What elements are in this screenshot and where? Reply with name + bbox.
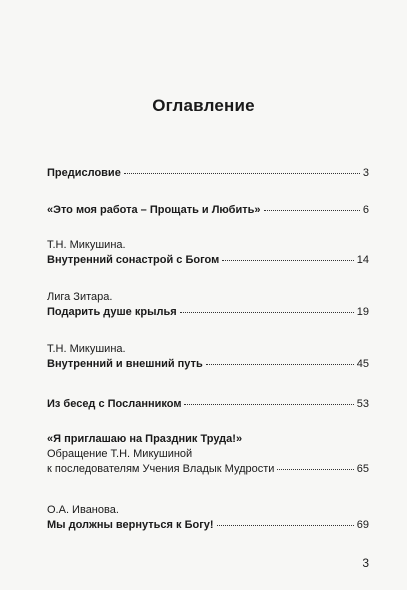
toc-line <box>47 166 369 181</box>
toc-page-number: 14 <box>356 254 369 266</box>
dot-leader <box>264 210 360 211</box>
toc-page-number: 65 <box>356 463 369 475</box>
toc-entry-return-to-god <box>47 503 369 533</box>
toc-entry-subtitle: Обращение Т.Н. Микушиной <box>47 448 193 460</box>
toc-entry-forgive <box>47 203 369 218</box>
toc-line <box>47 447 369 462</box>
toc-entry-title: Подарить душе крылья <box>47 306 177 318</box>
dot-leader <box>277 469 353 470</box>
toc-line <box>47 305 369 320</box>
toc-entry-preface <box>47 166 369 181</box>
toc-entry-title: «Я приглашаю на Праздник Труда!» <box>47 433 243 445</box>
dot-leader <box>180 312 354 313</box>
toc-entry-title: «Это моя работа – Прощать и Любить» <box>47 204 261 216</box>
toc-line <box>47 357 369 372</box>
toc-entry-author: О.А. Иванова. <box>47 504 119 516</box>
page-number: 3 <box>362 556 369 570</box>
dot-leader <box>217 525 354 526</box>
toc-line <box>47 518 369 533</box>
toc-entry-subtitle: к последователям Учения Владык Мудрости <box>47 463 275 475</box>
toc-entry-title: Мы должны вернуться к Богу! <box>47 519 214 531</box>
toc-entry-inner-attunement <box>47 238 369 268</box>
toc-line <box>47 432 369 447</box>
toc-page-number: 19 <box>356 306 369 318</box>
toc-line <box>47 462 369 477</box>
toc-entry-inner-outer-path <box>47 342 369 372</box>
toc-page-number: 53 <box>356 398 369 410</box>
toc-page-number: 3 <box>362 167 369 179</box>
toc-entry-wings <box>47 290 369 320</box>
toc-entry-title: Из бесед с Посланником <box>47 398 182 410</box>
toc-title: Оглавление <box>152 96 255 115</box>
toc-line <box>47 203 369 218</box>
toc-entry-author: Т.Н. Микушина. <box>47 343 126 355</box>
toc-entry-conversations <box>47 397 369 412</box>
toc-page-number: 69 <box>356 519 369 531</box>
dot-leader <box>124 173 360 174</box>
dot-leader <box>222 260 354 261</box>
toc-entry-author: Т.Н. Микушина. <box>47 239 126 251</box>
dot-leader <box>184 404 353 405</box>
toc-entry-title: Внутренний и внешний путь <box>47 358 203 370</box>
toc-entry-labor-holiday <box>47 432 369 477</box>
toc-page-number: 6 <box>362 204 369 216</box>
toc-line <box>47 253 369 268</box>
toc-page-number: 45 <box>356 358 369 370</box>
toc-line <box>47 397 369 412</box>
toc-entry-author: Лига Зитара. <box>47 291 113 303</box>
dot-leader <box>206 364 354 365</box>
toc-entry-title: Внутренний сонастрой с Богом <box>47 254 220 266</box>
toc-entry-title: Предисловие <box>47 167 121 179</box>
